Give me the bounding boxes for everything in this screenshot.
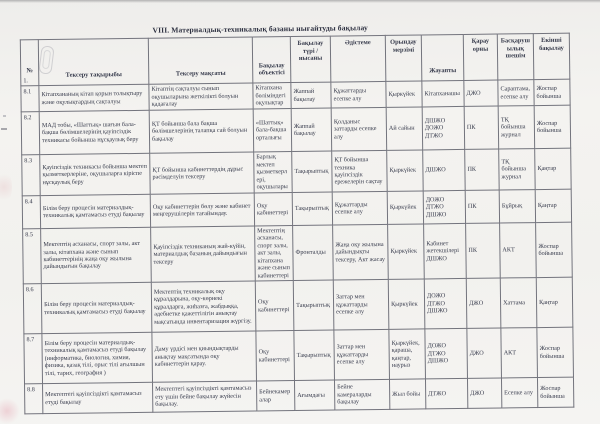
table-cell: Оқу кабинеттері — [254, 193, 292, 226]
scan-smudge — [0, 170, 12, 204]
table-cell: Оқу кабинеттері — [255, 281, 294, 331]
table-cell: Білім беру процесін материалдық-техникалық қамтамасыз етуді бақылау (информатика, биология, химия, физика, қазақ тілі, орыс тілі ағылшын тілі, тарих, география ) — [42, 332, 153, 383]
row-number: 8.4 — [22, 196, 40, 229]
table-cell: Заттар мен құжаттарды есепке алу — [334, 329, 390, 380]
table-cell: ПК — [466, 223, 501, 278]
column-header-label: Жауапты — [429, 67, 457, 75]
table-body — [21, 76, 574, 414]
table-cell: Білім беру процесін материалдық-техникалық қамтамасыз етуді бақылау — [40, 194, 150, 228]
table-cell: ДОЖО ДТЖО ДШЖО — [425, 328, 468, 379]
row-number: 8.5 — [23, 229, 42, 284]
table-cell: ТҚ бойынша журнал — [498, 106, 535, 149]
table-cell: Оқу кабинеттері — [256, 331, 295, 381]
table-cell: Білім беру процесін материалдық-техникалық қамтамасыз етуді бақылау — [41, 282, 152, 333]
table-cell: Ай сайын — [386, 107, 423, 150]
table-cell: АКТ — [500, 223, 537, 278]
table-cell: Кабинет жетекшілері ДШЖО — [424, 223, 467, 279]
table-cell: Хаттама — [500, 278, 537, 328]
table-cell: МАД тобы, «Шаттық» шағын бала-бақша бөлімшелерінің қауіпсіздік техникасы бойынша нұсқаулық беру — [39, 110, 150, 154]
column-header — [252, 37, 291, 83]
table-cell: Тақырыптық — [292, 192, 332, 225]
table-cell: Қыркүйек — [387, 191, 423, 224]
column-header-label: Басқарушылық шешім — [500, 37, 530, 60]
table-cell: Қаңтар — [536, 277, 573, 327]
table-cell: Жоспар бойынша — [534, 105, 571, 148]
column-header-label: Қарау орны — [471, 37, 490, 53]
table-cell: ҚТ бойынша кабинеттердің дұрыс рәсімделуін тексеру — [150, 152, 254, 194]
table-cell: ДОЖО ДТЖО ДШЖО — [423, 190, 465, 224]
table-cell: ДЖО — [466, 278, 501, 328]
column-header-label: Тексеру мақсаты — [175, 70, 226, 78]
table-cell: Қауіпсіздік техникасы бойынша мектеп қызметкерлеріне, оқушыларға кіріспе нұсқаулық беру — [40, 153, 150, 195]
control-table — [20, 33, 575, 415]
table-cell: Жаппай бақылау — [291, 82, 331, 108]
table-row — [23, 222, 573, 284]
row-number: 8.6 — [23, 284, 42, 334]
table-cell: Кітапханашы — [422, 80, 464, 107]
section-title: VIII. Материалдық-техникалық базаны нығайтуды бақылау — [152, 23, 368, 35]
table-cell: Қолданыс заттарды есепке алу — [331, 107, 387, 151]
table-cell: Жыл бойы — [389, 379, 425, 409]
column-header — [330, 35, 386, 82]
table-cell: ДШЖО ДОЖО ДТЖО — [422, 106, 465, 150]
column-header-label: Әдістеме — [344, 39, 371, 47]
table-cell: Құжаттарды есепке алу — [331, 81, 386, 108]
table-cell: ТҚ бойынша журнал — [499, 149, 535, 190]
table-cell: Барлық мектеп қызметкерлері, оқушылары — [254, 152, 292, 193]
column-header — [38, 38, 149, 85]
table-cell: Бейнекамералар — [256, 381, 294, 411]
column-header — [497, 34, 534, 80]
column-header-label: Тексеру тақырыбы — [65, 71, 122, 80]
table-row — [24, 327, 574, 384]
table-cell: Мектептің техникалық оқу құралдарына, оқу-көрнекі құралдарға, жиһазға, жабдыққа, әдебиетке қажеттілігін анықтау мақсатында инвентаризация жүргізу. — [151, 281, 256, 332]
row-number: 8.3 — [22, 155, 40, 196]
table-cell: ДТЖО — [425, 378, 467, 409]
table-cell: ДШЖО — [423, 149, 465, 191]
table-cell: Жоспар бойынша — [537, 327, 574, 377]
column-header — [290, 36, 331, 82]
column-header-label: Орындау мерзімі — [390, 38, 417, 54]
table-cell: Қыркүйек — [387, 150, 423, 191]
header-sub-number: 1. — [23, 76, 28, 84]
table-cell: Қыркүйек — [388, 224, 425, 279]
scan-speck — [3, 115, 6, 117]
table-cell: Қауіпсіздік техниканың жай-күйін, материалдық базаның дайындығын тексеру — [151, 226, 256, 282]
header-row — [20, 33, 570, 86]
column-header — [463, 34, 498, 80]
column-header — [385, 35, 422, 81]
table-cell: Кітапхана бөліміндегі оқулықтар — [253, 83, 291, 109]
table-cell: Мектептің асханасы, спорт залы, акт залы, кітапхана және сынып кабинеттерінің жаңа оқу жылына дайындығын бақылау — [41, 227, 152, 283]
table-cell: ДЖО — [467, 328, 502, 378]
table-cell: Жоспар бойынша — [537, 377, 573, 407]
table-cell: Оқу кабинеттерін бөлу және кабинет меңгерушілерін тағайындау. — [150, 193, 254, 227]
table-cell: ДЖО — [467, 378, 501, 408]
table-cell: Мектептің асханасы, спорт залы, акт залы, кітапхана және сынып кабинеттері — [255, 226, 294, 282]
table-cell: ПК — [464, 106, 499, 149]
column-header — [533, 33, 570, 79]
column-header-label: Бақылау түрі / нысаны — [297, 39, 324, 63]
table-cell: Бұйрық — [499, 190, 535, 223]
table-cell: Сараптама, есепке алу — [498, 80, 534, 106]
table-cell: Қаңтар — [535, 148, 571, 189]
row-number: 8.2 — [21, 112, 40, 155]
table-cell: Жаңа оқу жылына дайындықты тексеру, Акт жасау — [333, 224, 389, 280]
column-header-label: Бақылау объектісі — [258, 61, 285, 77]
table-cell: Қыркүйек, қараша, қаңтар, наурыз — [389, 329, 426, 379]
table-cell: Кітапхананың кітап қорын толықтыру және оқулықтардың сақталуы — [39, 84, 149, 111]
row-number: 8.8 — [25, 384, 43, 414]
scan-speck — [1, 128, 7, 130]
table-cell: Бейне камераларды бақылау — [334, 379, 389, 410]
column-header-label: № — [26, 67, 33, 75]
table-cell: Жоспар бойынша — [534, 79, 570, 105]
table-cell: АКТ — [501, 328, 538, 378]
column-header-label: Екінші бақылау — [539, 36, 564, 52]
table-cell: Жаппай бақылау — [291, 108, 332, 151]
table-row — [21, 105, 570, 155]
table-cell: «Шаттық» бала-бақша орталығы — [253, 109, 292, 152]
table-cell: Жоспар бойынша — [536, 222, 573, 277]
table-row — [25, 377, 574, 414]
table-cell: Қыркүйек — [386, 81, 422, 107]
row-number: 8.7 — [24, 334, 43, 384]
table-cell: Мектептегі қауіпсіздікті қамтамасыз етуді бақылау — [43, 382, 153, 413]
table-cell: Мектептегі қауіпсіздікті қамтамасыз ету үшін бейне бақылау жүйесін бақылау. — [153, 381, 257, 412]
table-cell: Фронталды — [293, 225, 334, 281]
table-cell: Тақырыптық — [294, 330, 335, 380]
table-cell: ПК — [465, 149, 499, 190]
table-cell: ПК — [465, 190, 499, 223]
table-cell: Құжаттарды есепке алу — [332, 191, 387, 225]
scan-smudge — [0, 398, 20, 424]
table-cell: ДЖО — [464, 80, 498, 106]
table-cell: Заттар мен құжаттарды есепке алу — [333, 279, 389, 330]
table-row — [22, 148, 571, 196]
table-row — [23, 277, 573, 334]
table-cell: Тақырыптық — [293, 280, 334, 330]
table-cell: ДОЖО ДТЖО ДШЖО — [424, 278, 467, 329]
row-number: 8.1 — [21, 86, 39, 112]
column-header — [148, 37, 253, 84]
column-header — [421, 34, 464, 81]
table-cell: ҚТ бойынша бала бақша бөлімшелерінің талапқа сай болуын бақылау — [149, 109, 254, 153]
table-cell: ҚТ бойынша техника қауіпсіздік ережелерін сақтау — [332, 150, 387, 192]
table-header — [20, 33, 570, 86]
table-cell: Ағымдағы — [294, 380, 334, 410]
table-cell: Даму үрдісі мен қиындықтарды анықтау мақсатында оқу кабинеттерін қарау. — [152, 331, 257, 382]
table-cell: Есепке алу — [501, 378, 537, 408]
table-cell: Кітаптің сақталуы сынып оқушыларына жеткілікті болуын қадағалау — [149, 83, 253, 110]
table-cell: Қыркүйек — [388, 279, 425, 329]
table-cell: Қаңтар — [535, 189, 571, 222]
table-cell: Тақырыптық — [292, 151, 332, 192]
document-content — [20, 21, 574, 415]
column-header — [20, 40, 39, 86]
